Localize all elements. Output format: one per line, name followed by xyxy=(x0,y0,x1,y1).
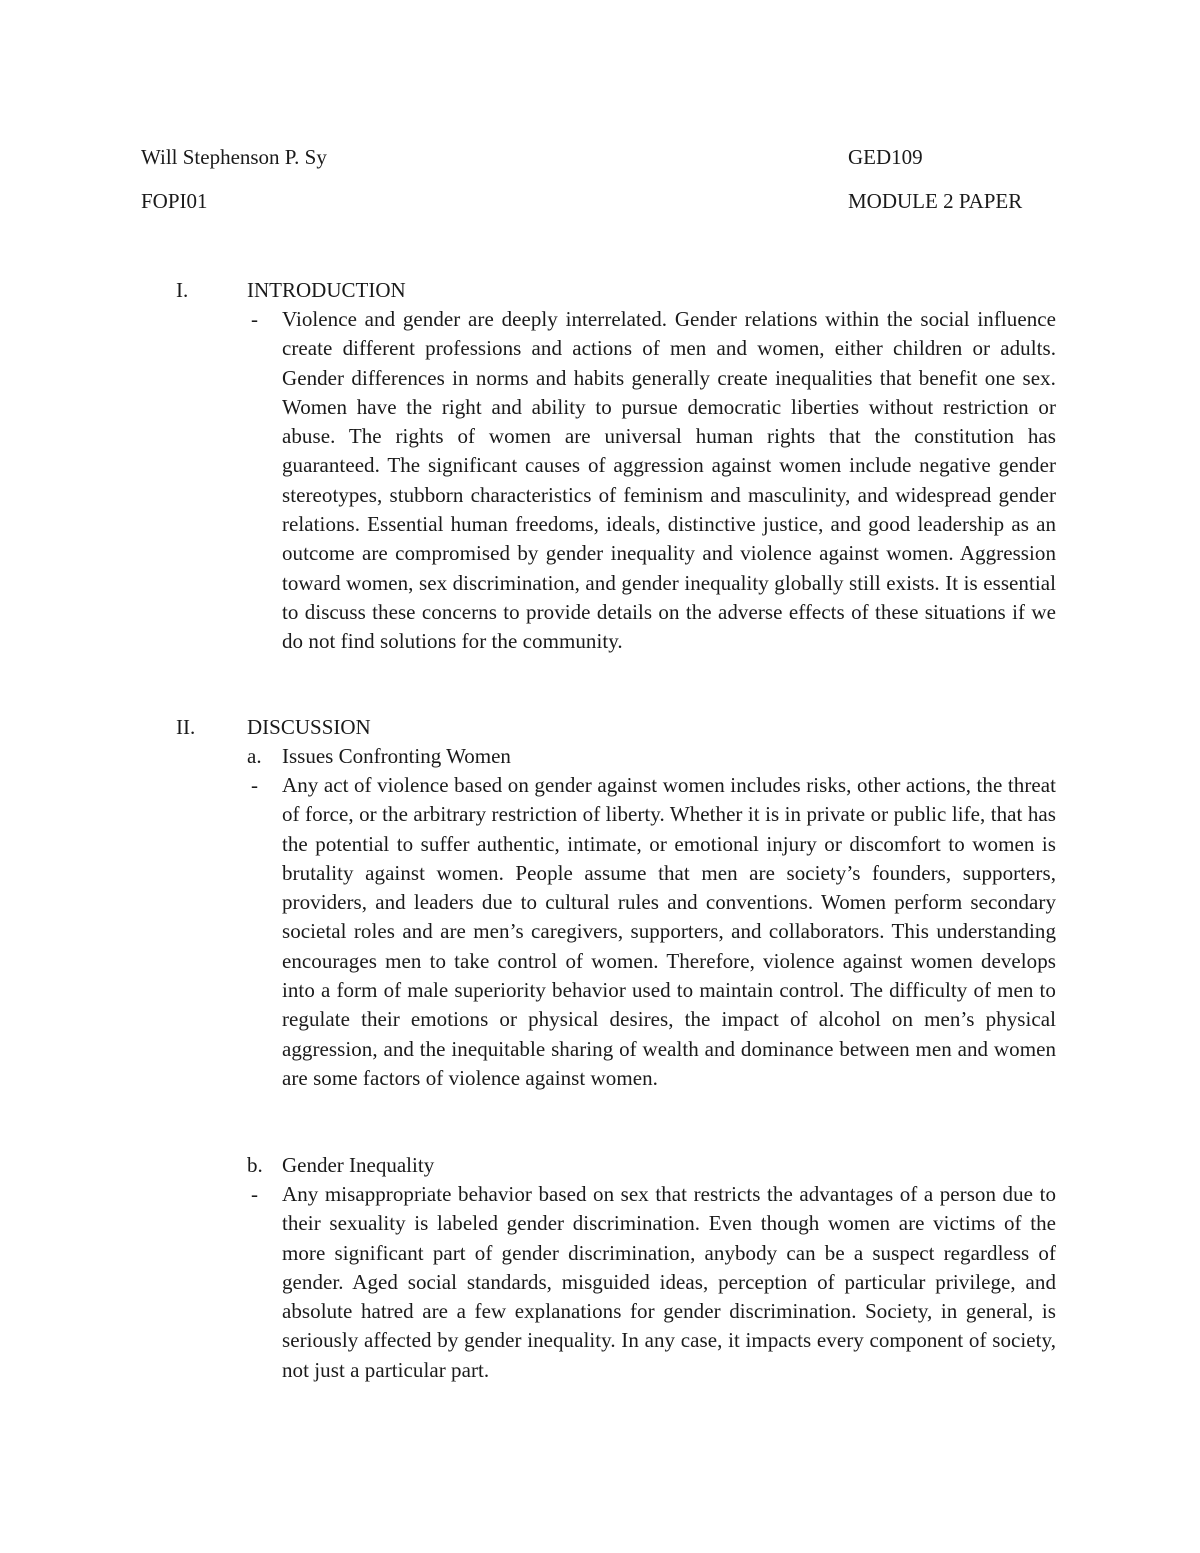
paragraph-text: Any act of violence based on gender against women includes risks, other actions, the threat of force, or the arbitrary restriction of liberty. Whether it is in private or public life, that has the potential to suffer authentic, intimate, or emotional injury or discomfort to women is brutality against women. People assume that men are society’s founders, supporters, providers, and leaders due to cultural rules and conventions. Women perform secondary societal roles and are men’s caregivers, supporters, and collaborators. This understanding encourages men to take control of women. Therefore, violence against women develops into a form of male superiority behavior used to maintain control. The difficulty of men to regulate their emotions or physical desires, the impact of alcohol on men’s physical aggression, and the inequitable sharing of wealth and dominance between men and women are some factors of violence against women. xyxy=(282,773,1056,1090)
section-heading xyxy=(141,276,1061,305)
subheading-issues xyxy=(141,742,1061,771)
section-title: DISCUSSION xyxy=(247,715,371,739)
paragraph-text: Any misappropriate behavior based on sex that restricts the advantages of a person due to their sexuality is labeled gender discrimination. Even though women are victims of the more significant part of gender discrimination, anybody can be a suspect regardless of gender. Aged social standards, misguided ideas, perception of particular privilege, and absolute hatred are a few explanations for gender discrimination. Society, in general, is seriously affected by gender inequality. In any case, it impacts every component of society, not just a particular part. xyxy=(282,1182,1056,1382)
paragraph xyxy=(141,771,1061,1093)
section-introduction xyxy=(141,276,1061,657)
bullet-dash: - xyxy=(251,773,258,797)
sub-title: Gender Inequality xyxy=(282,1153,435,1177)
paper-title: MODULE 2 PAPER xyxy=(848,189,1023,213)
subheading-gender-inequality xyxy=(141,1151,1061,1180)
course-code: GED109 xyxy=(848,145,923,169)
paragraph xyxy=(141,305,1061,657)
bullet-dash: - xyxy=(251,307,258,331)
header-row-2 xyxy=(141,186,1061,216)
author-name: Will Stephenson P. Sy xyxy=(141,145,327,169)
paragraph-text: Violence and gender are deeply interrelated. Gender relations within the social influence create different professions and actions of men and women, either children or adults. Gender differences in norms and habits generally create inequalities that benefit one sex. Women have the right and ability to pursue democratic liberties without restriction or abuse. The rights of women are universal human rights that the constitution has guaranteed. The significant causes of aggression against women include negative gender stereotypes, stubborn characteristics of feminism and masculinity, and widespread gender relations. Essential human freedoms, ideals, distinctive justice, and good leadership as an outcome are compromised by gender inequality and violence against women. Aggression toward women, sex discrimination, and gender inequality globally still exists. It is essential to discuss these concerns to provide details on the adverse effects of these situations if we do not find solutions for the community. xyxy=(282,307,1056,654)
paragraph xyxy=(141,1180,1061,1385)
section-discussion xyxy=(141,713,1061,1093)
section-heading xyxy=(141,713,1061,742)
sub-title: Issues Confronting Women xyxy=(282,744,511,768)
sub-letter: a. xyxy=(247,744,262,768)
section-title: INTRODUCTION xyxy=(247,278,406,302)
section-number: I. xyxy=(176,278,189,302)
header-row-1 xyxy=(141,142,1061,172)
section-number: II. xyxy=(176,715,196,739)
bullet-dash: - xyxy=(251,1182,258,1206)
section-gender-inequality xyxy=(141,1151,1061,1385)
section-code: FOPI01 xyxy=(141,189,208,213)
sub-letter: b. xyxy=(247,1153,263,1177)
